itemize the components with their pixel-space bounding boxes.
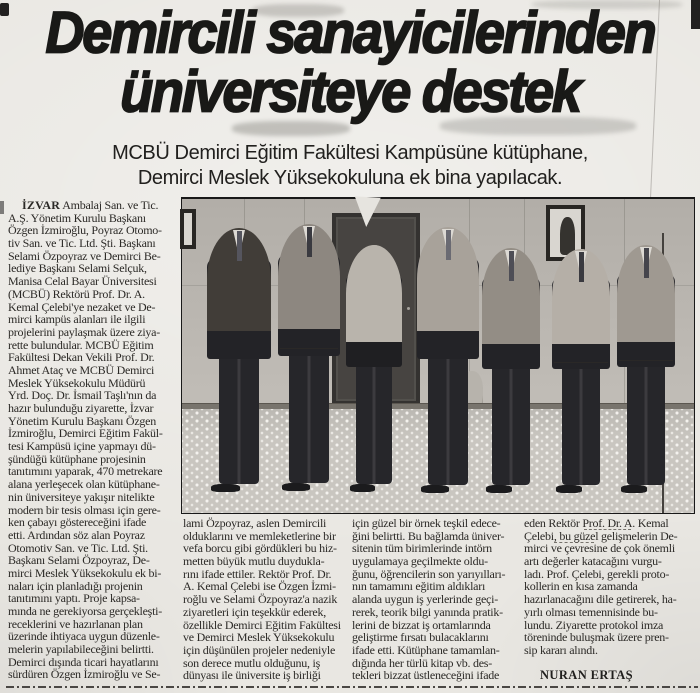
text-line: hazır bulunduğu ziyarette, İzvar bbox=[8, 401, 154, 415]
text-line: mında ne gerekiyorsa gerçekleşti- bbox=[8, 604, 163, 618]
text-line: nın tamamını eğitim aldıkları bbox=[352, 579, 486, 594]
text-line bbox=[8, 199, 178, 212]
flag-icon bbox=[353, 196, 381, 227]
person-figure-7 bbox=[617, 245, 675, 500]
text-line: Meslek Yüksekokulu Müdürü bbox=[8, 375, 146, 390]
text-line: receklerini ve hazırlanan plan bbox=[8, 616, 143, 631]
text-line: mirci Meslek Yüksekokulu ek bi- bbox=[8, 565, 162, 580]
article-column-4 bbox=[524, 517, 696, 683]
text-line: ğunu, öğrencilerin son yarıyılları- bbox=[352, 566, 506, 581]
legs bbox=[289, 356, 329, 483]
legs bbox=[562, 369, 599, 484]
door-knob bbox=[407, 307, 410, 310]
text-line: ziyaretleri için teşekkür ederek, bbox=[183, 604, 327, 619]
text-line: için düşünülen projeler nedeniyle bbox=[183, 642, 336, 657]
text-line: nin üniversiteye yakışır nitelikte bbox=[8, 489, 155, 504]
legs bbox=[492, 369, 529, 485]
headline-line-1: Demircili sanayicilerinden bbox=[45, 0, 655, 66]
text-line: tekleri bizzat üstleneceğini ifade bbox=[352, 668, 500, 683]
lead-rest: Ambalaj San. ve Tic. bbox=[60, 198, 159, 212]
portrait-frame-partial bbox=[180, 209, 196, 249]
text-line: özellikle Demirci Eğitim Fakültesi bbox=[183, 617, 341, 632]
text-line: Otomotiv San. ve Tic. Ltd. Şti. bbox=[8, 540, 148, 555]
text-line: projelerini paylaşmak üzere ziya- bbox=[8, 324, 161, 339]
text-line: vefa borcu gibi gördükleri bu hiz- bbox=[183, 541, 337, 556]
scan-mark-left-edge bbox=[0, 201, 4, 214]
text-line: Manisa Celal Bayar Üniversitesi bbox=[8, 274, 157, 289]
text-line: ğini belirtti. Bu bağlamda üniver- bbox=[352, 528, 505, 543]
text-line: uygulamaya geçilmekte oldu- bbox=[352, 554, 488, 569]
text-line: (MCBÜ) Rektörü Prof. Dr. A. bbox=[8, 286, 145, 301]
text-line: Yönetim Kurulu Başkanı Özgen bbox=[8, 413, 156, 428]
text-line: Başkanı Selami Özpoyraz, De- bbox=[8, 553, 150, 568]
text-line: Ahmet Ataç ve MCBÜ Demirci bbox=[8, 362, 155, 377]
text-line: Yrd. Doç. Dr. İsmail Taşlı'nın da bbox=[8, 388, 157, 403]
text-line: lerini de bizzat iş ortamlarında bbox=[352, 617, 491, 632]
tie bbox=[446, 230, 451, 260]
shoes bbox=[486, 485, 536, 494]
article-photo bbox=[181, 197, 695, 514]
article-column-2 bbox=[183, 517, 351, 682]
text-line: mirci ve çevresine de çok önemli bbox=[524, 541, 675, 556]
legs bbox=[428, 359, 468, 485]
text-line: mirci kampüs alanları ile ilgili bbox=[8, 312, 146, 327]
text-line: için güzel bir örnek teşkil edece- bbox=[352, 516, 501, 530]
text-line: A. Kemal Çelebi ise Özgen İzmi- bbox=[183, 579, 336, 594]
hair bbox=[362, 245, 387, 273]
text-line: geliştirme fırsatı bulacaklarını bbox=[352, 630, 489, 645]
legs bbox=[627, 367, 664, 484]
text-line: tiv San. ve Tic. Ltd. Şti. Başkanı bbox=[8, 236, 156, 251]
author-byline: NURAN ERTAŞ bbox=[540, 667, 633, 682]
tie bbox=[307, 227, 312, 257]
text-line: ladı. Prof. Çelebi, gerekli proto- bbox=[524, 566, 670, 581]
text-line: Çelebi, bu güzel gelişmelerin De- bbox=[524, 528, 678, 543]
column-3-lines bbox=[352, 517, 518, 682]
tie bbox=[644, 248, 649, 278]
subheadline-line-2: Demirci Meslek Yüksekokuluna ek bina yapılacak. bbox=[137, 167, 563, 189]
text-line: rerek, teorik bilgi yanında pratik- bbox=[352, 604, 503, 619]
text-line: Demirci dışında ticari hayatlarını bbox=[8, 654, 159, 669]
shoes bbox=[350, 484, 398, 493]
text-line: tanıtımını yaparak, 470 metrekare bbox=[8, 464, 163, 479]
text-line: eden Rektör Prof. Dr. A. Kemal bbox=[524, 516, 669, 530]
shoes bbox=[421, 485, 474, 494]
text-line: lundu. Ziyarette protokol imza bbox=[524, 617, 664, 632]
person-figure-4 bbox=[417, 227, 479, 501]
text-line: son derece mutlu olduğunu, iş bbox=[183, 655, 321, 670]
text-line: alanda uygun iş yerlerinde geçi- bbox=[352, 592, 498, 607]
legs bbox=[356, 367, 392, 484]
person-figure-5 bbox=[482, 248, 540, 500]
tie bbox=[509, 251, 514, 281]
face bbox=[362, 245, 387, 273]
text-line: lediye Başkanı Selami Selçuk, bbox=[8, 261, 147, 276]
text-line: İzmiroğlu, Demirci Eğitim Fakül- bbox=[8, 426, 163, 441]
headline-line-2: üniversiteye destek bbox=[120, 59, 580, 125]
text-line: roğlu ve Selami Özpoyraz'a nazik bbox=[183, 592, 338, 607]
text-line: sip kararı alındı. bbox=[524, 642, 598, 657]
text-line: rını ifade ettiler. Rektör Prof. Dr. bbox=[183, 566, 332, 581]
column-1-lines bbox=[8, 212, 178, 681]
text-line: tanıtımını yaptı. Proje kapsa- bbox=[8, 591, 140, 606]
text-line: metten büyük mutlu duydukla- bbox=[183, 554, 325, 569]
legs bbox=[219, 359, 260, 484]
text-line: yırlı olması temennisinde bu- bbox=[524, 604, 658, 619]
shoes bbox=[556, 485, 606, 494]
text-line: ken çabayı göstereceğini ifade bbox=[8, 515, 147, 530]
text-line: modern bir tesis olması için gere- bbox=[8, 502, 161, 517]
column-4-lines bbox=[524, 517, 696, 657]
text-line: dığında her türlü kitap vb. des- bbox=[352, 655, 492, 670]
text-line: tesi Kampüsü içine yapmayı dü- bbox=[8, 439, 156, 454]
text-line: rette bulundular. MCBÜ Eğitim bbox=[8, 337, 154, 352]
shoes bbox=[282, 483, 335, 492]
text-line: lami Özpoyraz, aslen Demircili bbox=[183, 516, 327, 530]
lead-word: İZVAR bbox=[22, 198, 61, 212]
person-figure-1 bbox=[207, 228, 271, 500]
text-line: etti. Ardından söz alan Poyraz bbox=[8, 527, 145, 542]
subheadline-line-1: MCBÜ Demirci Eğitim Fakültesi Kampüsüne kütüphane, bbox=[112, 142, 588, 164]
text-line: hazırlanacağını dile getirerek, ha- bbox=[524, 592, 677, 607]
person-figure-2 bbox=[278, 224, 340, 500]
article-column-1 bbox=[8, 199, 178, 681]
person-figure-6 bbox=[552, 249, 610, 500]
tie bbox=[579, 252, 584, 282]
text-line: şündüğü kütüphane projesinin bbox=[8, 451, 146, 466]
dash-dot-divider bbox=[6, 686, 698, 688]
column-2-lines bbox=[183, 517, 351, 682]
text-line: ve Demirci Meslek Yüksekokulu bbox=[183, 630, 335, 645]
text-line: sürdüren Özgen İzmiroğlu ve Se- bbox=[8, 667, 161, 682]
text-line: dünyası ile üniversite iş birliği bbox=[183, 668, 321, 683]
tie bbox=[237, 231, 242, 261]
text-line: olduklarını ve memleketlerine bir bbox=[183, 528, 336, 543]
text-line: üzerinde ihtiyaca uygun düzenle- bbox=[8, 629, 160, 644]
subheadline bbox=[0, 141, 700, 191]
text-line: A.Ş. Yönetim Kurulu Başkanı bbox=[8, 210, 146, 225]
person-figure-3 bbox=[346, 245, 402, 499]
text-line: kollerin en kısa zamanda bbox=[524, 579, 638, 594]
text-line: töreninde buluşmak üzere pren- bbox=[524, 630, 669, 645]
text-line: melerin yapılabileceğini belirtti. bbox=[8, 642, 154, 657]
text-line: alana yerleşecek olan kütüphane- bbox=[8, 477, 160, 492]
text-line: naları için planladığı projenin bbox=[8, 578, 143, 593]
headline bbox=[0, 0, 700, 125]
text-line: ifade etti. Kütüphane tamamlan- bbox=[352, 642, 500, 657]
text-line: sitenin tüm birimlerinde intörn bbox=[352, 541, 492, 556]
text-line: artı değerler katacağını vurgu- bbox=[524, 554, 662, 569]
shoes bbox=[621, 485, 671, 494]
underline-artifact bbox=[554, 542, 594, 543]
text-line: Özgen İzmiroğlu, Poyraz Otomo- bbox=[8, 223, 162, 238]
text-line: Fakültesi Dekan Vekili Prof. Dr. bbox=[8, 350, 155, 365]
shoes bbox=[211, 484, 266, 493]
underline-artifact bbox=[584, 529, 631, 530]
article-column-3 bbox=[352, 517, 518, 682]
text-line: Kemal Çelebi'ye nezaket ve De- bbox=[8, 299, 156, 314]
text-line: Selami Özpoyraz ve Demirci Be- bbox=[8, 248, 161, 263]
